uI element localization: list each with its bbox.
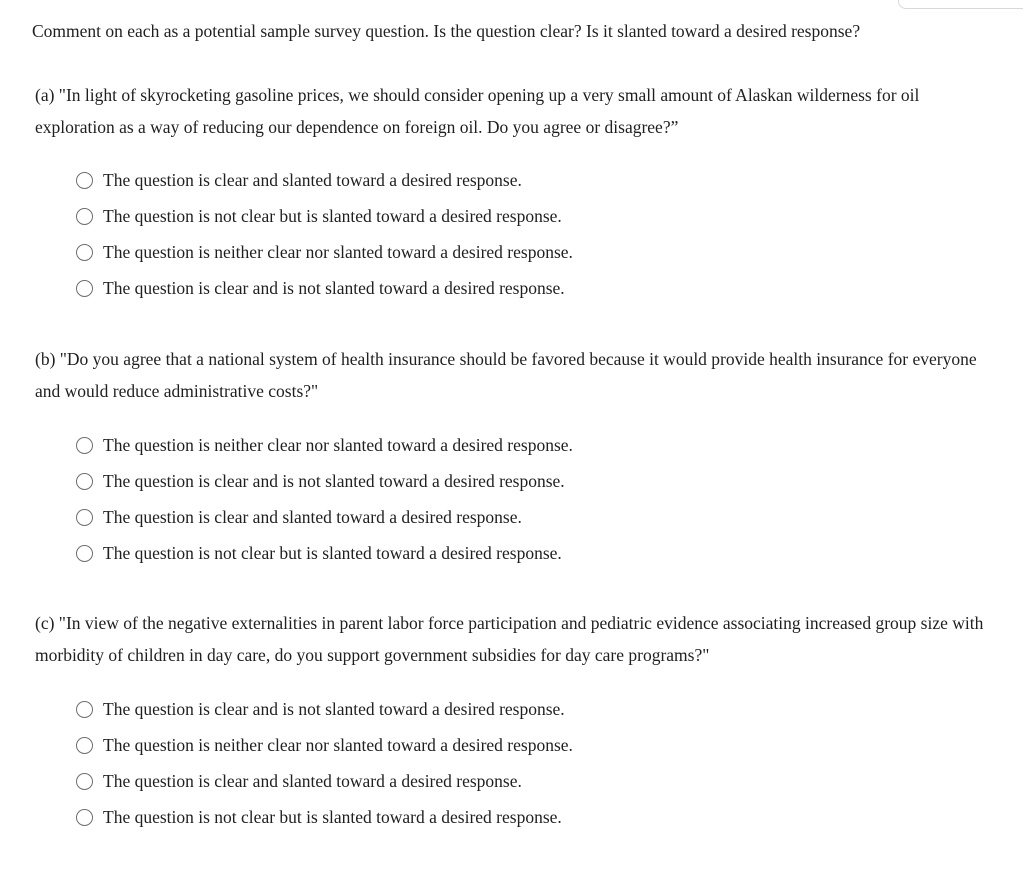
option-label: The question is clear and is not slanted toward a desired response. — [103, 278, 565, 298]
radio-button[interactable] — [76, 280, 93, 297]
question-c-options — [76, 691, 573, 835]
question-c-option-4[interactable] — [76, 799, 573, 835]
radio-button[interactable] — [76, 172, 93, 189]
option-label: The question is neither clear nor slanted toward a desired response. — [103, 435, 573, 455]
radio-button[interactable] — [76, 244, 93, 261]
question-a-option-2[interactable] — [76, 198, 573, 234]
radio-button[interactable] — [76, 473, 93, 490]
question-a-option-3[interactable] — [76, 234, 573, 270]
question-c-option-1[interactable] — [76, 691, 573, 727]
question-a-text: (a) "In light of skyrocketing gasoline prices, we should consider opening up a very small amount of Alaskan wilderness for oil exploration as a way of reducing our dependence on foreign oil. Do you agree or disagree?” — [35, 85, 920, 137]
question-c-option-3[interactable] — [76, 763, 573, 799]
radio-button[interactable] — [76, 545, 93, 562]
question-b-text: (b) "Do you agree that a national system of health insurance should be favored because it would provide health insurance for everyone and would reduce administrative costs?" — [35, 349, 977, 401]
question-b-options — [76, 427, 573, 571]
question-b-option-3[interactable] — [76, 499, 573, 535]
instructions-text: Comment on each as a potential sample survey question. Is the question clear? Is it slanted toward a desired response? — [32, 21, 861, 41]
top-panel-corner — [898, 0, 1023, 9]
radio-button[interactable] — [76, 437, 93, 454]
radio-button[interactable] — [76, 809, 93, 826]
question-c-text: (c) "In view of the negative externalities in parent labor force participation and pediatric evidence associating increased group size with morbidity of children in day care, do you support government subsidies for day care programs?" — [35, 613, 984, 665]
option-label: The question is not clear but is slanted toward a desired response. — [103, 807, 562, 827]
option-label: The question is not clear but is slanted toward a desired response. — [103, 543, 562, 563]
question-a-option-1[interactable] — [76, 162, 573, 198]
radio-button[interactable] — [76, 773, 93, 790]
option-label: The question is clear and slanted toward a desired response. — [103, 507, 522, 527]
radio-button[interactable] — [76, 208, 93, 225]
option-label: The question is neither clear nor slanted toward a desired response. — [103, 735, 573, 755]
question-b-option-1[interactable] — [76, 427, 573, 463]
option-label: The question is neither clear nor slanted toward a desired response. — [103, 242, 573, 262]
question-c-option-2[interactable] — [76, 727, 573, 763]
question-b-option-4[interactable] — [76, 535, 573, 571]
option-label: The question is clear and slanted toward a desired response. — [103, 771, 522, 791]
option-label: The question is clear and slanted toward a desired response. — [103, 170, 522, 190]
radio-button[interactable] — [76, 509, 93, 526]
question-b-option-2[interactable] — [76, 463, 573, 499]
option-label: The question is clear and is not slanted toward a desired response. — [103, 699, 565, 719]
question-a-options — [76, 162, 573, 306]
option-label: The question is not clear but is slanted toward a desired response. — [103, 206, 562, 226]
radio-button[interactable] — [76, 701, 93, 718]
option-label: The question is clear and is not slanted toward a desired response. — [103, 471, 565, 491]
question-a-option-4[interactable] — [76, 270, 573, 306]
radio-button[interactable] — [76, 737, 93, 754]
